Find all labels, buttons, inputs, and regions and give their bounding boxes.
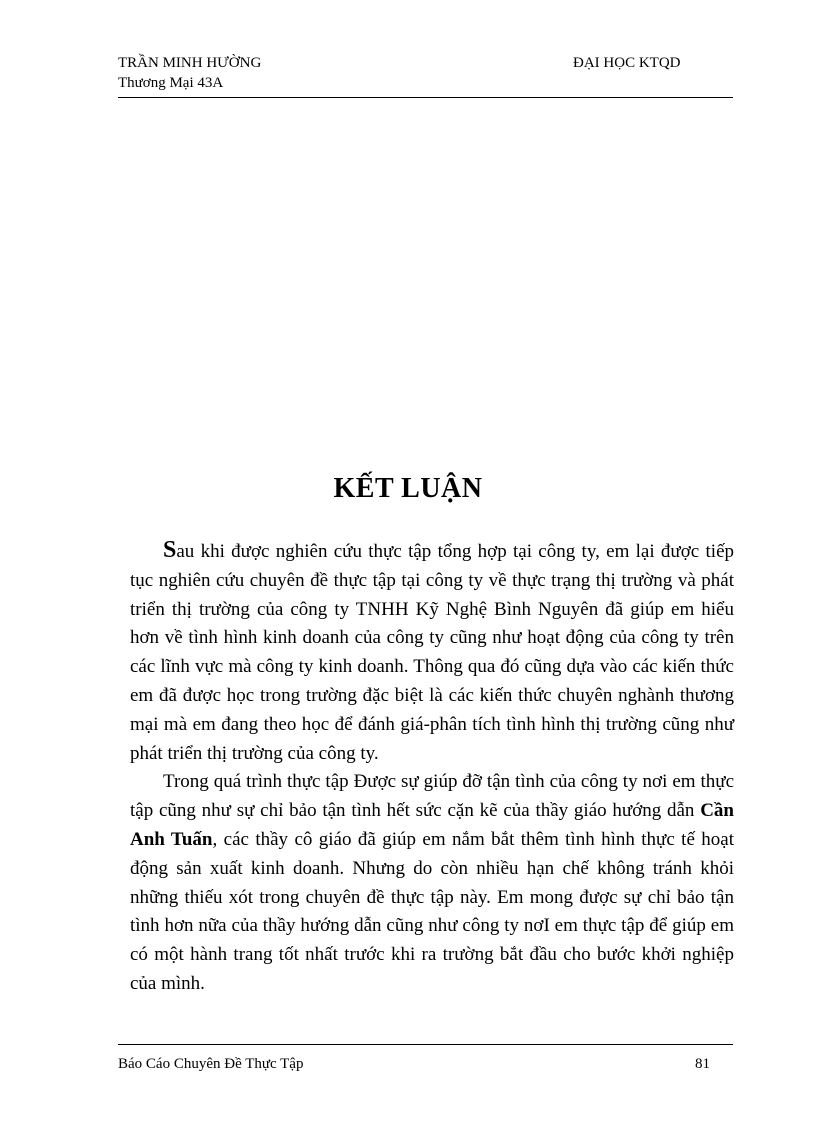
paragraph-2 [130,768,734,998]
class-name: Thương Mại 43A [118,75,224,91]
author-name: TRẦN MINH HƯỜNG [118,55,262,71]
header-divider [118,97,733,98]
page-title: KẾT LUẬN [333,473,483,504]
paragraph-2-text-after: , các thầy cô giáo đã giúp em nắm bắt thêm tình hình thực tế hoạt động sản xuất kinh doanh. Nhưng do còn nhiều hạn chế không tránh khỏi những thiếu xót trong chuyên đề thực tập này. Em mong được sự chỉ bảo tận tình hơn nữa của thầy hướng dẫn cũng như công ty nơI em thực tập để giúp em có một hành trang tốt nhất trước khi ra trường bắt đầu cho bước khởi nghiệp của mình. [130,828,735,994]
advisor-name: Cần Anh Tuấn [130,800,734,850]
paragraph-1 [130,536,734,768]
paragraph-2-text-before: Trong quá trình thực tập Được sự giúp đỡ tận tình của công ty nơi em thực tập cũng như sự chỉ bảo tận tình hết sức cặn kẽ của thầy giáo hướng dẫn [130,771,734,822]
footer-divider [118,1044,733,1045]
footer-label: Báo Cáo Chuyên Đề Thực Tập [118,1056,304,1072]
paragraph-1-text: au khi được nghiên cứu thực tập tổng hợp tại công ty, em lại được tiếp tục nghiên cứu chuyên đề thực tập tại công ty về thực trạng thị trường và phát triển thị trường của công ty TNHH Kỹ Nghệ Bình Nguyên đã giúp em hiểu hơn về tình hình kinh doanh của công ty cũng như hoạt động của công ty trên các lĩnh vực mà công ty kinh doanh. Thông qua đó cũng dựa vào các kiến thức em đã được học trong trường đặc biệt là các kiến thức chuyên nghành thương mại mà em đang theo học để đánh giá-phân tích tình hình thị trường cũng như phát triển thị trường của công ty. [130,541,734,764]
university-name: ĐẠI HỌC KTQD [573,55,681,71]
header-left [118,53,261,93]
body-text [130,536,734,999]
page-number: 81 [695,1056,710,1072]
dropcap-letter: S [163,537,177,563]
